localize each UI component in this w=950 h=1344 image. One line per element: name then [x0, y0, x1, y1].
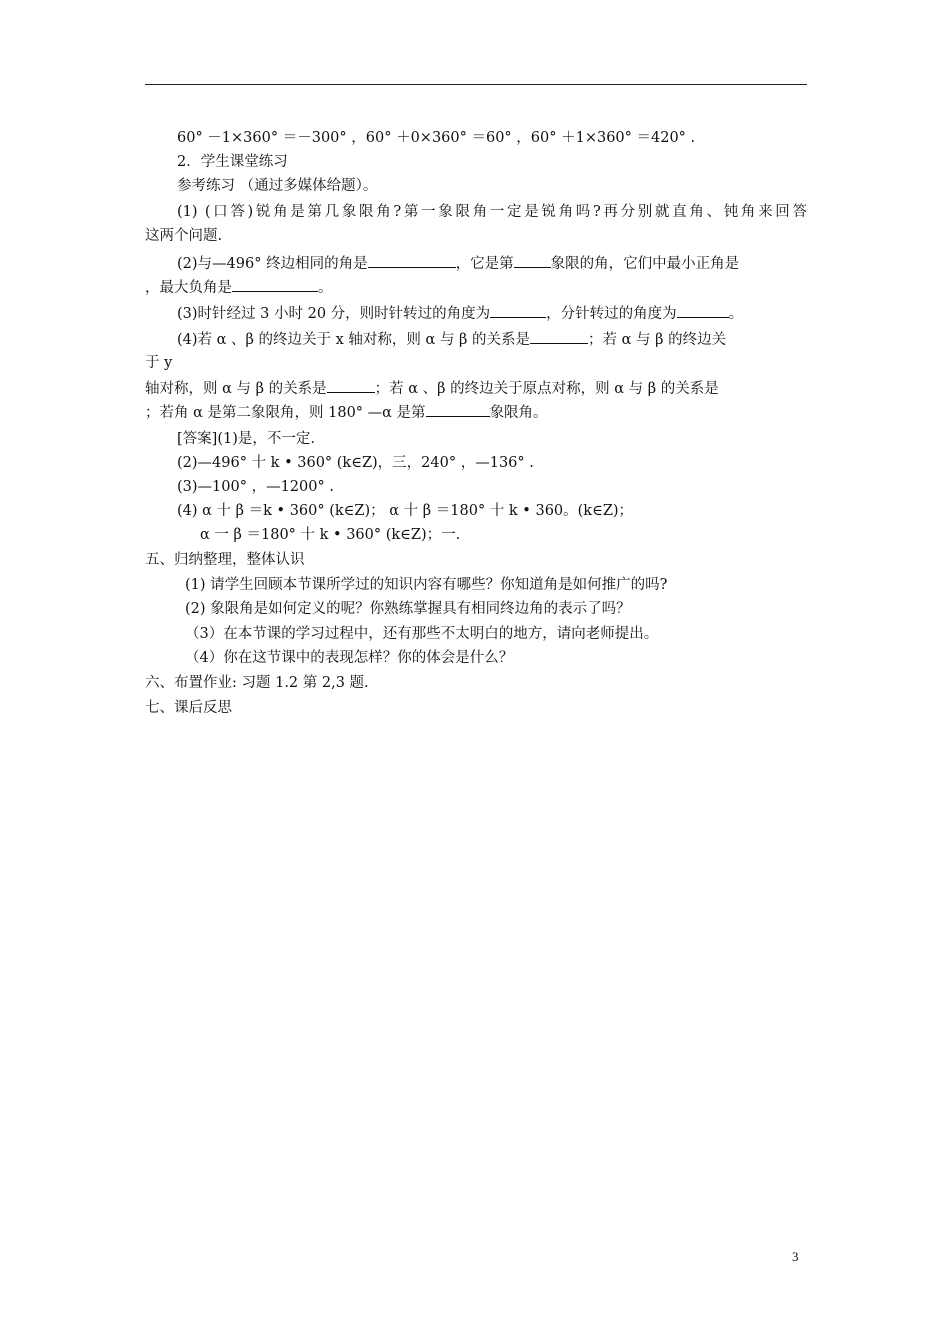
subsection-heading: 2．学生课堂练习 — [177, 154, 288, 170]
q3-text-2: ，分针转过的角度为 — [546, 306, 677, 322]
answer-4: (4) α 十 β ＝k • 360° (k∈Z)； α 十 β ＝180° 十 k • 360。(k∈Z)； — [177, 503, 634, 519]
question-4-line-3 — [145, 377, 807, 400]
reference-exercise-intro: 参考练习 （通过多媒体给题）。 — [177, 178, 378, 194]
answer-blank — [490, 302, 546, 318]
answer-2: (2)—496° 十 k • 360° (k∈Z)，三，240° ，—136° . — [177, 455, 534, 471]
q4-text-3: 轴对称，则 α 与 β 的关系是 — [145, 381, 327, 397]
answer-3: (3)—100° ，—1200° . — [177, 479, 334, 495]
q3-text-3: 。 — [728, 306, 744, 322]
section-7-reflection: 七、课后反思 — [145, 700, 232, 716]
q4-text-1: (4)若 α 、β 的终边关于 x 轴对称，则 α 与 β 的关系是 — [177, 332, 531, 348]
q2-text-5: 。 — [318, 280, 333, 296]
q4-text-6: 象限角。 — [489, 405, 548, 421]
question-4-line-1 — [177, 328, 807, 351]
section-6-homework: 六、布置作业: 习题 1.2 第 2,3 题. — [145, 675, 369, 691]
header-rule — [145, 84, 807, 85]
q2-text-3: 象限的角，它们中最小正角是 — [550, 256, 740, 272]
text-line-conversion: 60° －1×360° ＝－300° ，60° ＋0×360° ＝60° ，60° ＋1×360° ＝420° . — [177, 130, 696, 146]
summary-item-4: （4）你在这节课中的表现怎样？你的体会是什么？ — [185, 650, 514, 666]
q2-text-4: ，最大负角是 — [145, 280, 232, 296]
summary-item-3: （3）在本节课的学习过程中，还有那些不太明白的地方，请向老师提出。 — [185, 626, 659, 642]
q4-text-5: ；若角 α 是第二象限角，则 180° —α 是第 — [145, 405, 426, 421]
answer-1: [答案](1)是，不一定. — [177, 431, 315, 447]
answer-blank — [232, 276, 318, 292]
answer-blank — [530, 328, 588, 344]
q2-text-1: (2)与—496° 终边相同的角是 — [177, 256, 368, 272]
answer-blank — [514, 252, 551, 268]
answer-blank — [327, 377, 375, 393]
question-1-line-1: (1) (口答)锐角是第几象限角?第一象限角一定是锐角吗?再分别就直角、钝角来回答 — [177, 204, 807, 220]
answer-blank — [426, 401, 490, 417]
question-2-line-1 — [177, 252, 807, 275]
q4-text-4: ；若 α 、β 的终边关于原点对称，则 α 与 β 的关系是 — [374, 381, 719, 397]
summary-item-2: (2) 象限角是如何定义的呢？你熟练掌握具有相同终边角的表示了吗？ — [185, 601, 631, 617]
q4-text-2: ；若 α 与 β 的终边关 — [588, 332, 727, 348]
q3-text-1: (3)时针经过 3 小时 20 分，则时针转过的角度为 — [177, 306, 491, 322]
question-4-line-4 — [145, 401, 807, 424]
answer-blank — [368, 252, 456, 268]
question-3 — [177, 302, 807, 325]
q2-text-2: ，它是第 — [455, 256, 514, 272]
question-4-line-2: 于 y — [145, 355, 173, 371]
question-2-line-2 — [145, 276, 807, 299]
answer-blank — [677, 302, 729, 318]
section-5-heading: 五、归纳整理，整体认识 — [145, 552, 305, 568]
question-1-line-2: 这两个问题. — [145, 228, 223, 244]
page-number: 3 — [792, 1249, 799, 1264]
summary-item-1: (1) 请学生回顾本节课所学过的知识内容有哪些？你知道角是如何推广的吗? — [185, 577, 668, 593]
answer-5: α 一 β ＝180° 十 k • 360° (k∈Z)；一. — [200, 527, 461, 543]
